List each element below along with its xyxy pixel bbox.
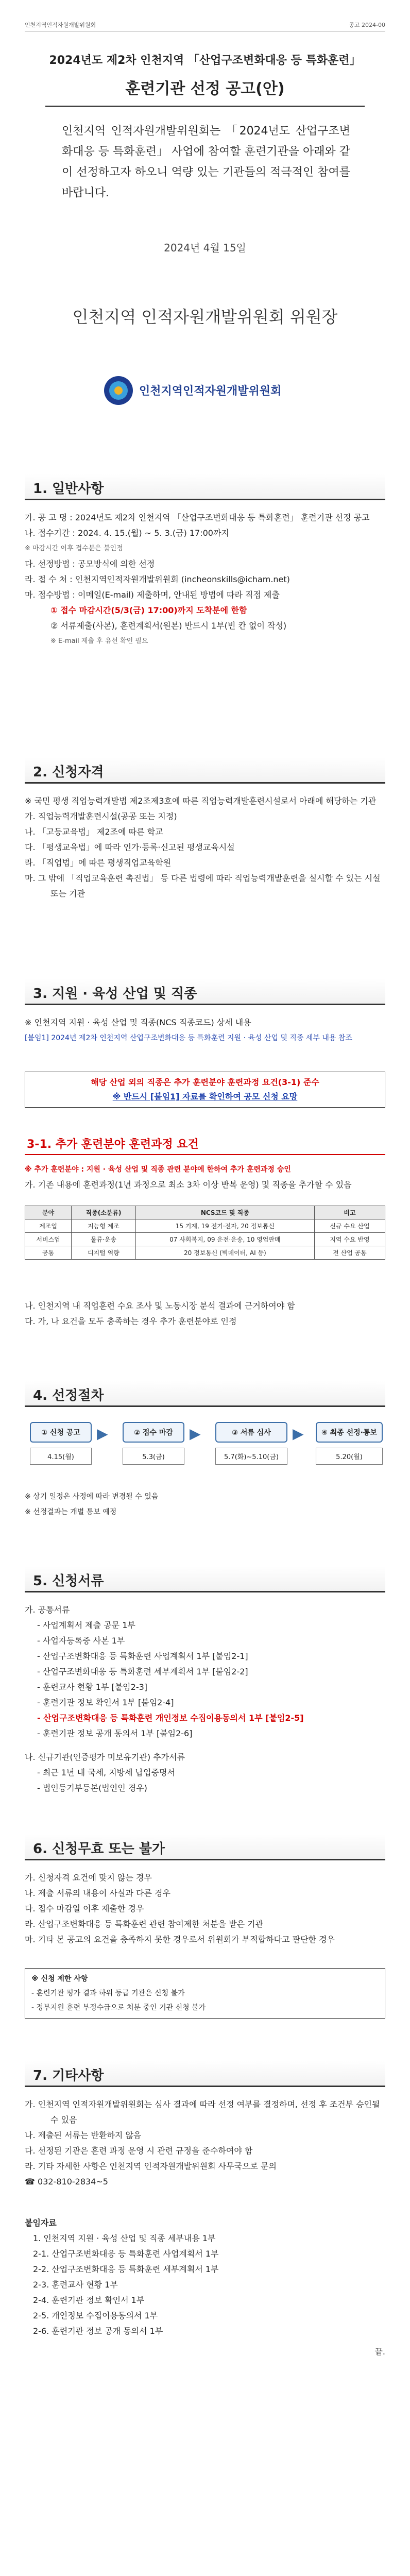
section-extra-body: ※ 추가 훈련분야 : 지원 · 육성 산업 및 직종 관련 분야에 한하여 추가 훈련과정 승인 가. 기존 내용에 훈련과정(1년 과정으로 최소 3차 이상 반복 운영) 및 직종을 추가할 수 있음	[25, 1165, 352, 1190]
section-industry-header: 3. 지원 · 육성 산업 및 직종	[25, 979, 385, 1005]
title-divider	[45, 106, 365, 107]
procedure-flow	[25, 1422, 385, 1499]
section-docs-header: 5. 신청서류	[25, 1566, 385, 1592]
attachments-block: 붙임자료 1. 인천지역 지원 · 육성 산업 및 직종 세부내용 1부 2-1. 산업구조변화대응 등 특화훈련 사업계획서 1부 2-2. 산업구조변화대응 등 특화훈련 세부계획서 1부 2-3. 훈련교사 현황 1부 2-4. 훈련기관 정보 확인서 1부 2-5. 개인정보 수집이용동의서 1부 2-6. 훈련기관 정보 공개 동의서 1부 끝.	[25, 2218, 385, 2357]
table-row: 서비스업 물류·운송 07 사회복지, 09 운전·운송, 10 영업판매 지역 수요 반영	[25, 1233, 385, 1246]
section-misc-body: 가. 인천지역 인적자원개발위원회는 심사 결과에 따라 선정 여부를 결정하며, 선정 후 조건부 승인될 수 있음 나. 제출된 서류는 반환하지 않음 다. 선정된 기관은 훈련 과정 운영 시 관련 규정을 준수하여야 함 라. 기타 자세한 사항은 인천지역 인적자원개발위원회 사무국으로 문의 ☎ 032-810-2834~5	[25, 2099, 380, 2187]
section-misc-header: 7. 기타사항	[25, 2061, 385, 2087]
section-extra-conditions: 나. 인천지역 내 직업훈련 수요 조사 및 노동시장 분석 결과에 근거하여야 함 다. 가, 나 요건을 모두 충족하는 경우 추가 훈련분야로 인정	[25, 1301, 295, 1326]
header-number: 공고 2024-00	[349, 22, 385, 28]
section-procedure-header: 4. 선정절차	[25, 1381, 385, 1407]
table-row: 공통 디지털 역량 20 정보통신 (빅데이터, AI 등) 전 산업 공통	[25, 1246, 385, 1260]
extra-table-wrap	[25, 1206, 385, 1260]
section-general-body: 가. 공 고 명 : 2024년도 제2차 인천지역 「산업구조변화대응 등 특화훈련」 훈련기관 선정 공고 나. 접수기간 : 2024. 4. 15.(월) ~ 5. 3.(금) 17:00까지 ※ 마감시간 이후 접수분은 불인정 다. 선정방법 : 공모방식에 의한 선정 라. 접 수 처 : 인천지역인적자원개발위원회 (incheonskills@icham.net) 마. 접수방법 : 이메일(E-mail) 제출하며, 안내된 방법에 따라 직접 제출 ① 접수 마감시간(5/3(금) 17:00)까지 도착분에 한함 ② 서류제출(사본), 훈련계획서(원본) 반드시 1부(빈 칸 없이 작성) ※ E-mail 제출 후 유선 확인 필요	[25, 513, 370, 645]
flow-step: ④ 최종 선정·통보 5.20(월)	[316, 1422, 383, 1465]
section-eligibility-header: 2. 신청자격	[25, 757, 385, 784]
table-row: 제조업 지능형 제조 15 기계, 19 전기·전자, 20 정보통신 신규 수요 산업	[25, 1219, 385, 1233]
title-line2: 훈련기관 선정 공고(안)	[125, 80, 285, 98]
section-extra-header: 3-1. 추가 훈련분야 훈련과정 요건	[25, 1133, 385, 1155]
flow-step: ① 신청 공고 4.15(월)	[30, 1422, 92, 1465]
org-logo	[103, 371, 319, 412]
section-invalid-header: 6. 신청무효 또는 불가	[25, 1834, 385, 1860]
section-general-header: 1. 일반사항	[25, 474, 385, 500]
section-industry-body: ※ 인천지역 지원 · 육성 산업 및 직종(NCS 직종코드) 상세 내용 [붙임1] 2024년 제2차 인천지역 산업구조변화대응 등 특화훈련 지원 · 육성 산업 및 직종 세부 내용 참조	[25, 1018, 352, 1042]
section-docs-body: 가. 공통서류 - 사업계획서 제출 공문 1부 - 사업자등록증 사본 1부 - 산업구조변화대응 등 특화훈련 사업계획서 1부 [붙임2-1] - 산업구조변화대응 등 특화훈련 세부계획서 1부 [붙임2-2] - 훈련교사 현황 1부 [붙임2-3] - 훈련기관 정보 확인서 1부 [붙임2-4] - 산업구조변화대응 등 특화훈련 개인정보 수집이용동의서 1부 [붙임2-5] - 훈련기관 정보 공개 동의서 1부 [붙임2-6] 나. 신규기관(인증평가 미보유기관) 추가서류 - 최근 1년 내 국세, 지방세 납입증명서 - 법인등기부등본(법인인 경우)	[25, 1605, 304, 1793]
announcement-date: 2024년 4월 15일	[164, 242, 246, 254]
industry-notice-box: 해당 산업 외의 직종은 추가 훈련분야 훈련과정 요건(3-1) 준수 ※ 반드시 [붙임1] 자료를 확인하여 공모 신청 요망	[25, 1072, 385, 1108]
title-line1: 2024년도 제2차 인천지역 「산업구조변화대응 등 특화훈련」	[49, 54, 361, 67]
org-signature: 인천지역 인적자원개발위원회 위원장	[72, 307, 338, 327]
invalid-restriction-box: ※ 신청 제한 사항 - 훈련기관 평가 결과 하위 등급 기관은 신청 불가 - 정부지원 훈련 부정수급으로 처분 중인 기관 신청 불가	[25, 1968, 385, 2019]
section-invalid-body: 가. 신청자격 요건에 맞지 않는 경우 나. 제출 서류의 내용이 사실과 다른 경우 다. 접수 마감일 이후 제출한 경우 라. 산업구조변화대응 등 특화훈련 관련 참여제한 처분을 받은 기관 마. 기타 본 공고의 요건을 충족하지 못한 경우로서 위원회가 부적합하다고 판단한 경우	[25, 1873, 335, 1944]
org-logo-text: 인천지역인적자원개발위원회	[139, 385, 282, 398]
org-logo-icon	[103, 375, 134, 406]
procedure-notes: ※ 상기 일정은 사정에 따라 변경될 수 있음 ※ 선정결과는 개별 통보 예정	[25, 1493, 159, 1516]
intro-paragraph: 인천지역 인적자원개발위원회는 「2024년도 산업구조변화대응 등 특화훈련」 사업에 참여할 훈련기관을 아래와 같이 선정하고자 하오니 역량 있는 기관들의 적극적인 참여를 바랍니다.	[62, 125, 350, 199]
arrow-right-icon: ▶	[293, 1425, 304, 1442]
arrow-right-icon: ▶	[190, 1425, 201, 1442]
title-block	[45, 52, 365, 107]
arrow-right-icon: ▶	[97, 1425, 108, 1442]
flow-step: ② 접수 마감 5.3(금)	[123, 1422, 184, 1465]
section-eligibility-body: ※ 국민 평생 직업능력개발법 제2조제3호에 따른 직업능력개발훈련시설로서 아래에 해당하는 기관 가. 직업능력개발훈련시설(공공 또는 지정) 나. 「고등교육법」 제2조에 따른 학교 다. 「평생교육법」에 따라 인가·등록·신고된 평생교육시설 라. 「직업법」에 따른 평생직업교육학원 마. 그 밖에 「직업교육훈련 촉진법」 등 다른 법령에 따라 직업능력개발훈련을 실시할 수 있는 시설 또는 기관	[25, 796, 381, 899]
extra-table	[25, 1206, 385, 1260]
document-header	[25, 20, 385, 31]
header-org: 인천지역인적자원개발위원회	[25, 22, 96, 28]
table-header-row: 분야 직종(소분류) NCS코드 및 직종 비고	[25, 1206, 385, 1219]
flow-step: ③ 서류 심사 5.7(화)~5.10(금)	[215, 1422, 287, 1465]
